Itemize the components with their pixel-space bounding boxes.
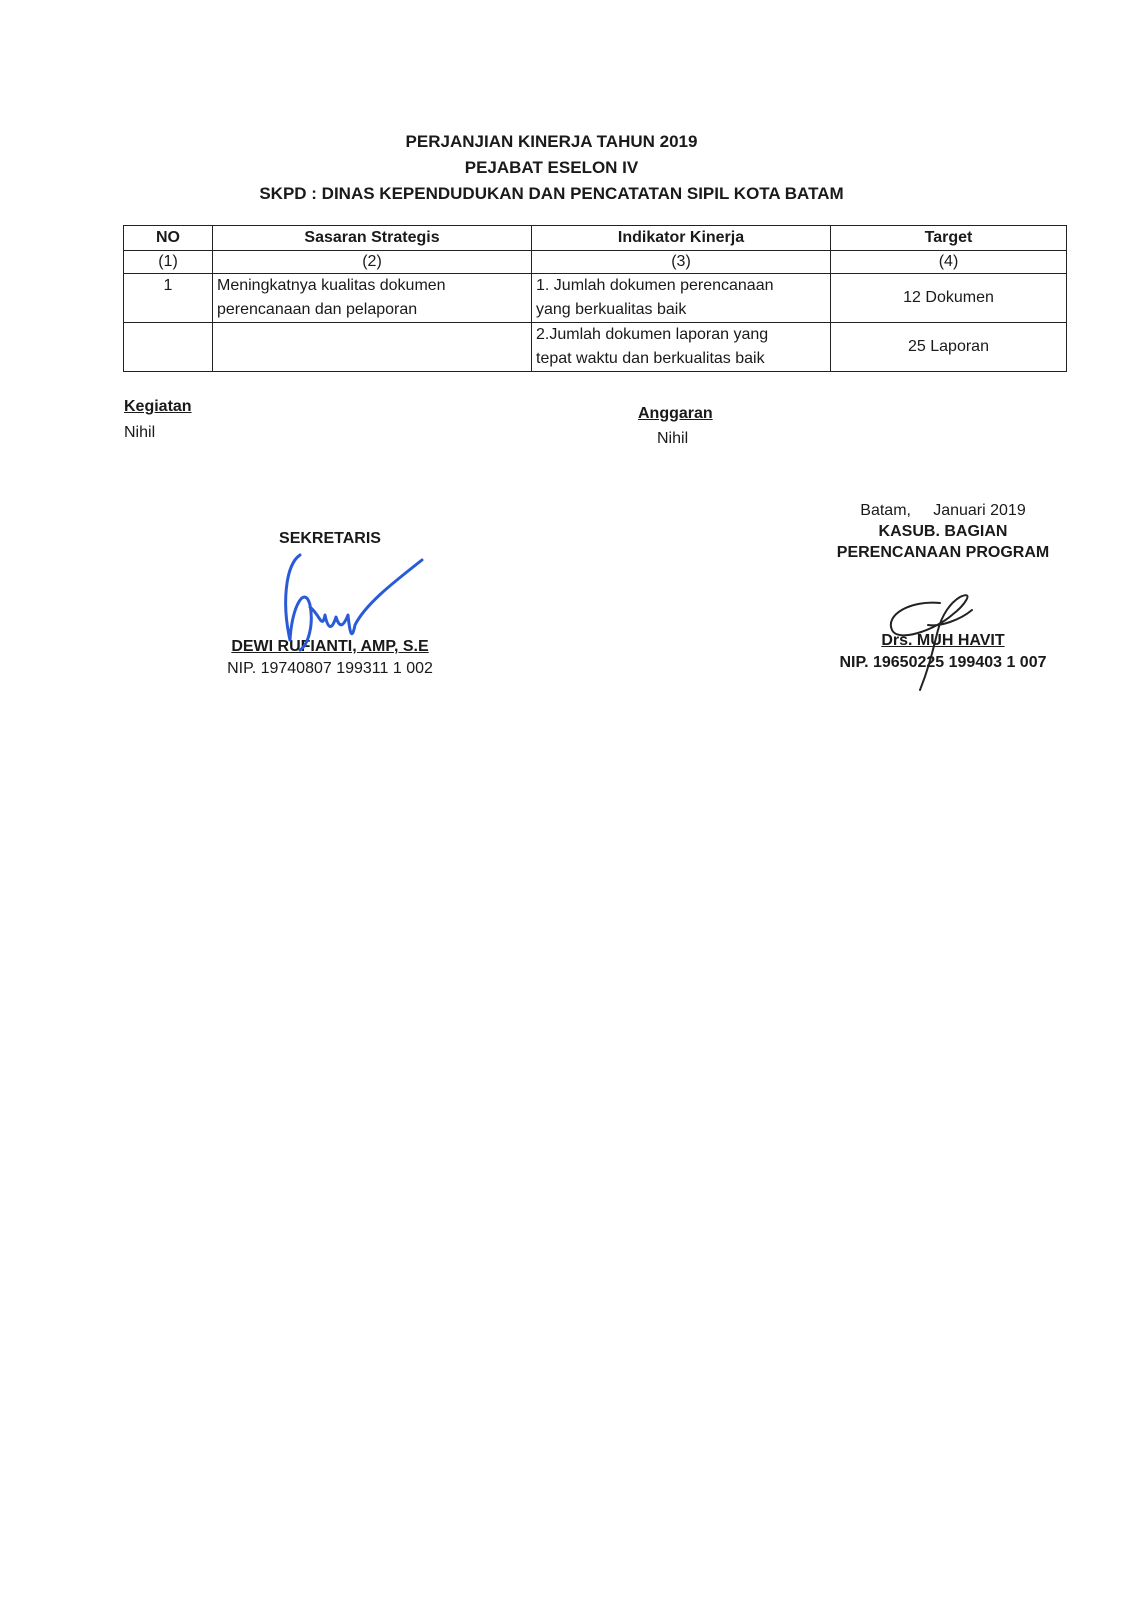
right-handwritten-signature <box>880 585 990 700</box>
col-number: (2) <box>213 251 532 274</box>
row-sasaran <box>213 274 532 323</box>
indikator-line: yang berkualitas baik <box>536 301 687 318</box>
table-row <box>124 274 1067 323</box>
left-handwritten-signature <box>270 545 440 665</box>
table-number-row <box>124 251 1067 274</box>
row-no <box>124 323 213 372</box>
col-number: (3) <box>532 251 831 274</box>
document-skpd: SKPD : DINAS KEPENDUDUKAN DAN PENCATATAN SIPIL KOTA BATAM <box>259 184 844 203</box>
left-signatory-name: DEWI RUFIANTI, AMP, S.E <box>231 638 429 655</box>
sasaran-line: Meningkatnya kualitas dokumen <box>217 277 446 294</box>
col-number: (1) <box>124 251 213 274</box>
left-signatory-title: SEKRETARIS <box>279 530 381 547</box>
header-sasaran: Sasaran Strategis <box>213 226 532 251</box>
row-no: 1 <box>124 274 213 323</box>
indikator-line: 2.Jumlah dokumen laporan yang <box>536 326 769 343</box>
sasaran-line: perencanaan dan pelaporan <box>217 301 418 318</box>
document-subtitle: PEJABAT ESELON IV <box>464 158 639 177</box>
right-signatory-title: KASUB. BAGIAN <box>878 523 1008 540</box>
row-target: 25 Laporan <box>831 323 1067 372</box>
document-title: PERJANJIAN KINERJA TAHUN 2019 <box>405 132 698 151</box>
kegiatan-label: Kegiatan <box>124 398 192 415</box>
performance-table <box>123 225 1067 372</box>
row-target: 12 Dokumen <box>831 274 1067 323</box>
right-signatory-nip: NIP. 19650225 199403 1 007 <box>839 654 1047 671</box>
row-sasaran <box>213 323 532 372</box>
kegiatan-value: Nihil <box>124 424 156 441</box>
col-number: (4) <box>831 251 1067 274</box>
place-date: Batam, Januari 2019 <box>860 502 1026 519</box>
header-no: NO <box>124 226 213 251</box>
indikator-line: tepat waktu dan berkualitas baik <box>536 350 765 367</box>
header-target: Target <box>831 226 1067 251</box>
row-indikator <box>532 323 831 372</box>
anggaran-label: Anggaran <box>638 405 713 422</box>
indikator-line: 1. Jumlah dokumen perencanaan <box>536 277 774 294</box>
row-indikator <box>532 274 831 323</box>
left-signatory-nip: NIP. 19740807 199311 1 002 <box>227 660 433 677</box>
table-header-row <box>124 226 1067 251</box>
anggaran-value: Nihil <box>657 430 689 447</box>
table-row <box>124 323 1067 372</box>
header-indikator: Indikator Kinerja <box>532 226 831 251</box>
right-signatory-name: Drs. MUH HAVIT <box>881 632 1005 649</box>
right-signatory-title: PERENCANAAN PROGRAM <box>836 544 1050 561</box>
